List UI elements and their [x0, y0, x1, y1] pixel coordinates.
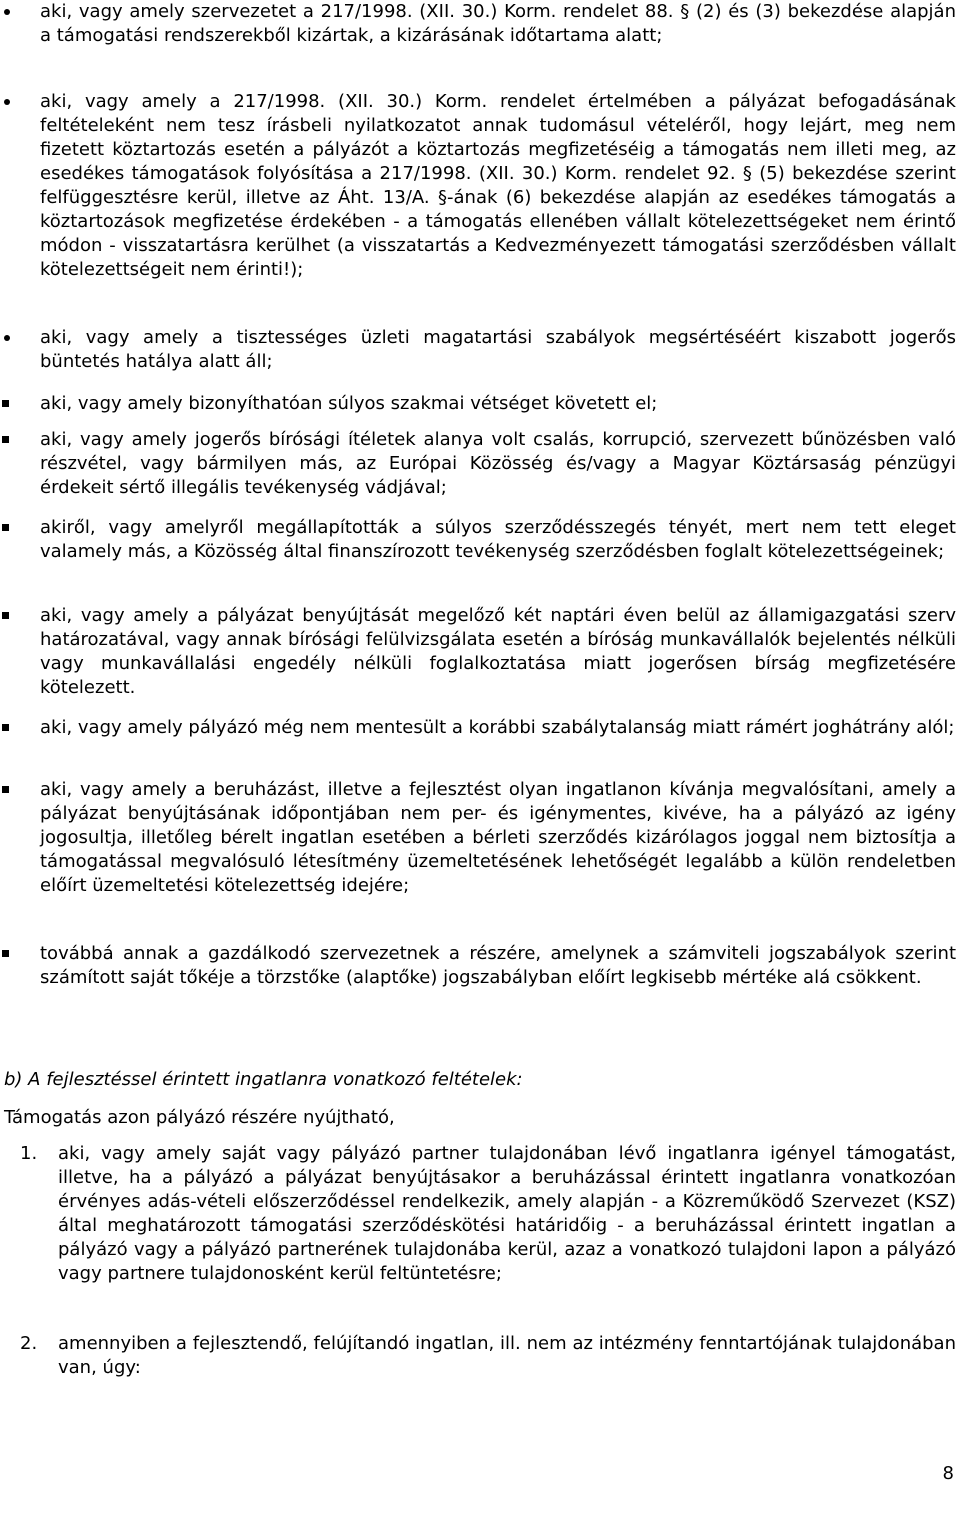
bullet-text: aki, vagy amely a 217/1998. (XII. 30.) Korm. rendelet értelmében a pályázat befogadásának feltételeként nem tesz írásbeli nyilatkozatot annak tudomásul vételéről, hogy lejárt, meg nem fizetett köztartozás esetén a pályázót a köztartozás megfizetéséig a támogatás nem illeti meg, az esedékes támogatások folyósítása a 217/1998. (XII. 30.) Korm. rendelet 92. § (5) bekezdése szerint felfüggesztésre kerül, illetve az Áht. 13/A. §-ának (6) bekezdése alapján az esedékes támogatás a köztartozások megfizetése érdekében - a támogatás ellenében vállalt kötelezettségeket nem érintő módon - visszatartásra kerülhet (a visszatartás a Kedvezményezett támogatási szerződésben vállalt kötelezettségeit nem érinti!); — [40, 91, 956, 280]
bullet-text: aki, vagy amely jogerős bírósági ítéletek alanya volt csalás, korrupció, szervezett bűnözésben való részvétel, vagy bármilyen más, az Európai Közösség és/vagy a Magyar Köztársaság pénzügyi érdekeit sértő illegális tevékenység vádjával; — [40, 429, 956, 498]
bullet-item — [40, 716, 956, 740]
numbered-text: amennyiben a fejlesztendő, felújítandó ingatlan, ill. nem az intézmény fenntartójának tulajdonában van, úgy: — [58, 1333, 956, 1378]
numbered-item — [20, 1142, 956, 1286]
section-heading: b) A fejlesztéssel érintett ingatlanra vonatkozó feltételek: — [4, 1069, 523, 1090]
bullet-item — [40, 0, 956, 48]
item-number: 1. — [20, 1143, 38, 1164]
numbered-item — [20, 1332, 956, 1380]
item-number: 2. — [20, 1333, 38, 1354]
bullet-item — [40, 778, 956, 898]
intro-text: Támogatás azon pályázó részére nyújtható, — [4, 1107, 395, 1128]
bullet-square — [2, 524, 9, 531]
bullet-square — [2, 786, 9, 793]
page-number: 8 — [942, 1463, 954, 1484]
bullet-square — [2, 436, 9, 443]
bullet-square — [2, 612, 9, 619]
bullet-text: továbbá annak a gazdálkodó szervezetnek a részére, amelynek a számviteli jogszabályok szerint számított saját tőkéje a törzstőke (alaptőke) jogszabályban előírt legkisebb mértéke alá csökkent. — [40, 943, 956, 988]
bullet-item — [40, 90, 956, 282]
bullet-item — [40, 516, 956, 564]
bullet-square — [2, 400, 9, 407]
bullet-dot — [4, 335, 10, 341]
bullet-text: aki, vagy amely a beruházást, illetve a fejlesztést olyan ingatlanon kívánja megvalósítani, amely a pályázat benyújtásának időpontjában nem per- és igénymentes, kivéve, ha a pályázó az igény jogosultja, illetőleg bérelt ingatlan esetében a bérleti szerződés kizárólagos joggal nem biztosítja a támogatással megvalósuló létesítmény üzemeltetésének lehetőségét legalább a külön rendeletben előírt üzemeltetési kötelezettség idejére; — [40, 779, 956, 896]
bullet-square — [2, 950, 9, 957]
bullet-item — [40, 604, 956, 700]
bullet-item — [40, 942, 956, 990]
bullet-dot — [4, 9, 10, 15]
bullet-dot — [4, 99, 10, 105]
bullet-text: aki, vagy amely szervezetet a 217/1998. (XII. 30.) Korm. rendelet 88. § (2) és (3) bekezdése alapján a támogatási rendszerekből kizártak, a kizárásának időtartama alatt; — [40, 1, 956, 46]
bullet-text: aki, vagy amely a tisztességes üzleti magatartási szabályok megsértéséért kiszabott jogerős büntetés hatálya alatt áll; — [40, 327, 956, 372]
bullet-text: aki, vagy amely a pályázat benyújtását megelőző két naptári éven belül az államigazgatási szerv határozatával, vagy annak bírósági felülvizsgálata esetén a bíróság munkavállalók bejelentés nélküli vagy munkavállalási engedély nélküli foglalkoztatása miatt jogerősen bírság megfizetésére kötelezett. — [40, 605, 956, 698]
bullet-text: akiről, vagy amelyről megállapították a súlyos szerződésszegés tényét, mert nem tett eleget valamely más, a Közösség által finanszírozott tevékenység szerződésben foglalt kötelezettségeinek; — [40, 517, 956, 562]
bullet-text: aki, vagy amely pályázó még nem mentesült a korábbi szabálytalanság miatt rámért joghátrány alól; — [40, 717, 955, 738]
bullet-item — [40, 326, 956, 374]
bullet-text: aki, vagy amely bizonyíthatóan súlyos szakmai vétséget követett el; — [40, 393, 658, 414]
numbered-text: aki, vagy amely saját vagy pályázó partner tulajdonában lévő ingatlanra igényel támogatást, illetve, ha a pályázó a pályázat benyújtásakor a beruházással érintett ingatlanra vonatkozóan érvényes adás-vételi előszerződéssel rendelkezik, amely alapján - a Közreműködő Szervezet (KSZ) által meghatározott támogatási szerződéskötési határidőig - a beruházással érintett ingatlan a pályázó vagy a pályázó partnerének tulajdonába kerül, azaz a vonatkozó tulajdoni lapon a pályázó vagy partnere tulajdonosként kerül feltüntetésre; — [58, 1143, 956, 1284]
bullet-item — [40, 392, 956, 416]
bullet-item — [40, 428, 956, 500]
bullet-square — [2, 724, 9, 731]
